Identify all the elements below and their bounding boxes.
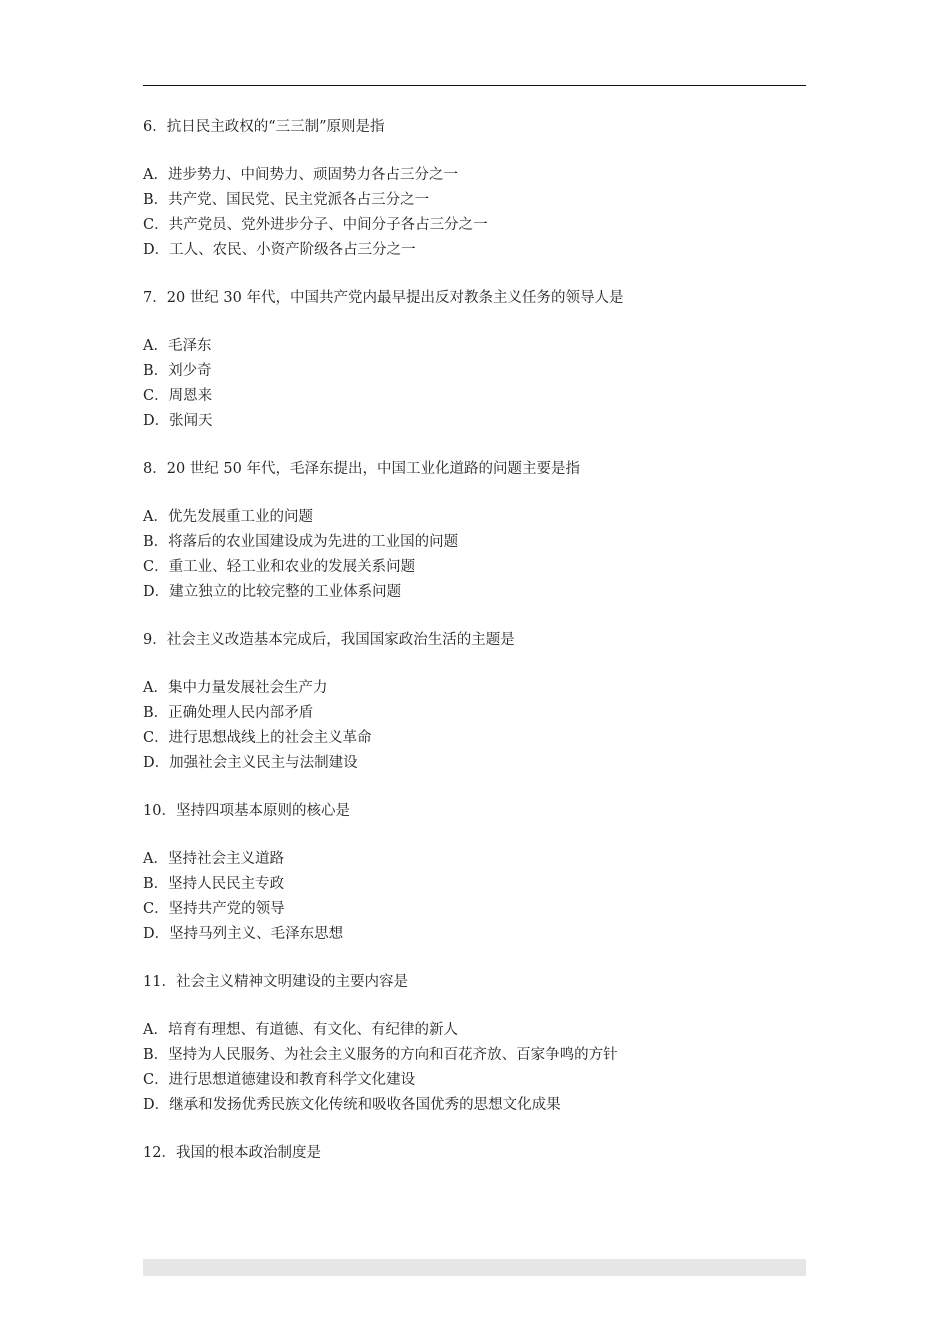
- option-list: [143, 847, 806, 947]
- question-title: 11．社会主义精神文明建设的主要内容是: [143, 974, 408, 990]
- option-c: C．重工业、轻工业和农业的发展关系问题: [143, 559, 416, 575]
- option-a: A．坚持社会主义道路: [143, 851, 284, 867]
- question-title: 7．20 世纪 30 年代，中国共产党内最早提出反对教条主义任务的领导人是: [143, 290, 624, 306]
- question-10: [143, 798, 806, 947]
- question-9: [143, 627, 806, 776]
- question-list: [143, 114, 806, 1189]
- option-b: B．刘少奇: [143, 363, 212, 379]
- question-7: [143, 285, 806, 434]
- question-title: 8．20 世纪 50 年代，毛泽东提出，中国工业化道路的问题主要是指: [143, 461, 580, 477]
- option-d: D．张闻天: [143, 413, 213, 429]
- question-title: 6．抗日民主政权的“三三制”原则是指: [143, 119, 385, 135]
- footer-bar: [143, 1259, 806, 1276]
- option-list: [143, 163, 806, 263]
- option-d: D．坚持马列主义、毛泽东思想: [143, 926, 344, 942]
- option-c: C．进行思想道德建设和教育科学文化建设: [143, 1072, 416, 1088]
- option-b: B．共产党、国民党、民主党派各占三分之一: [143, 192, 430, 208]
- option-a: A．集中力量发展社会生产力: [143, 680, 328, 696]
- question-12: [143, 1140, 806, 1166]
- option-a: A．进步势力、中间势力、顽固势力各占三分之一: [143, 167, 458, 183]
- option-list: [143, 1018, 806, 1118]
- option-b: B．正确处理人民内部矛盾: [143, 705, 314, 721]
- option-b: B．坚持人民民主专政: [143, 876, 285, 892]
- option-d: D．建立独立的比较完整的工业体系问题: [143, 584, 402, 600]
- option-d: D．加强社会主义民主与法制建设: [143, 755, 358, 771]
- option-list: [143, 505, 806, 605]
- question-8: [143, 456, 806, 605]
- question-6: [143, 114, 806, 263]
- question-title: 12．我国的根本政治制度是: [143, 1145, 321, 1161]
- header-rule: [143, 85, 806, 86]
- option-a: A．培育有理想、有道德、有文化、有纪律的新人: [143, 1022, 458, 1038]
- option-d: D．继承和发扬优秀民族文化传统和吸收各国优秀的思想文化成果: [143, 1097, 561, 1113]
- option-list: [143, 676, 806, 776]
- option-b: B．坚持为人民服务、为社会主义服务的方向和百花齐放、百家争鸣的方针: [143, 1047, 618, 1063]
- question-11: [143, 969, 806, 1118]
- question-title: 10．坚持四项基本原则的核心是: [143, 803, 350, 819]
- option-c: C．坚持共产党的领导: [143, 901, 285, 917]
- option-c: C．进行思想战线上的社会主义革命: [143, 730, 372, 746]
- option-c: C．周恩来: [143, 388, 213, 404]
- option-d: D．工人、农民、小资产阶级各占三分之一: [143, 242, 416, 258]
- option-c: C．共产党员、党外进步分子、中间分子各占三分之一: [143, 217, 488, 233]
- option-a: A．毛泽东: [143, 338, 212, 354]
- option-a: A．优先发展重工业的问题: [143, 509, 313, 525]
- option-b: B．将落后的农业国建设成为先进的工业国的问题: [143, 534, 459, 550]
- option-list: [143, 334, 806, 434]
- question-title: 9．社会主义改造基本完成后，我国国家政治生活的主题是: [143, 632, 515, 648]
